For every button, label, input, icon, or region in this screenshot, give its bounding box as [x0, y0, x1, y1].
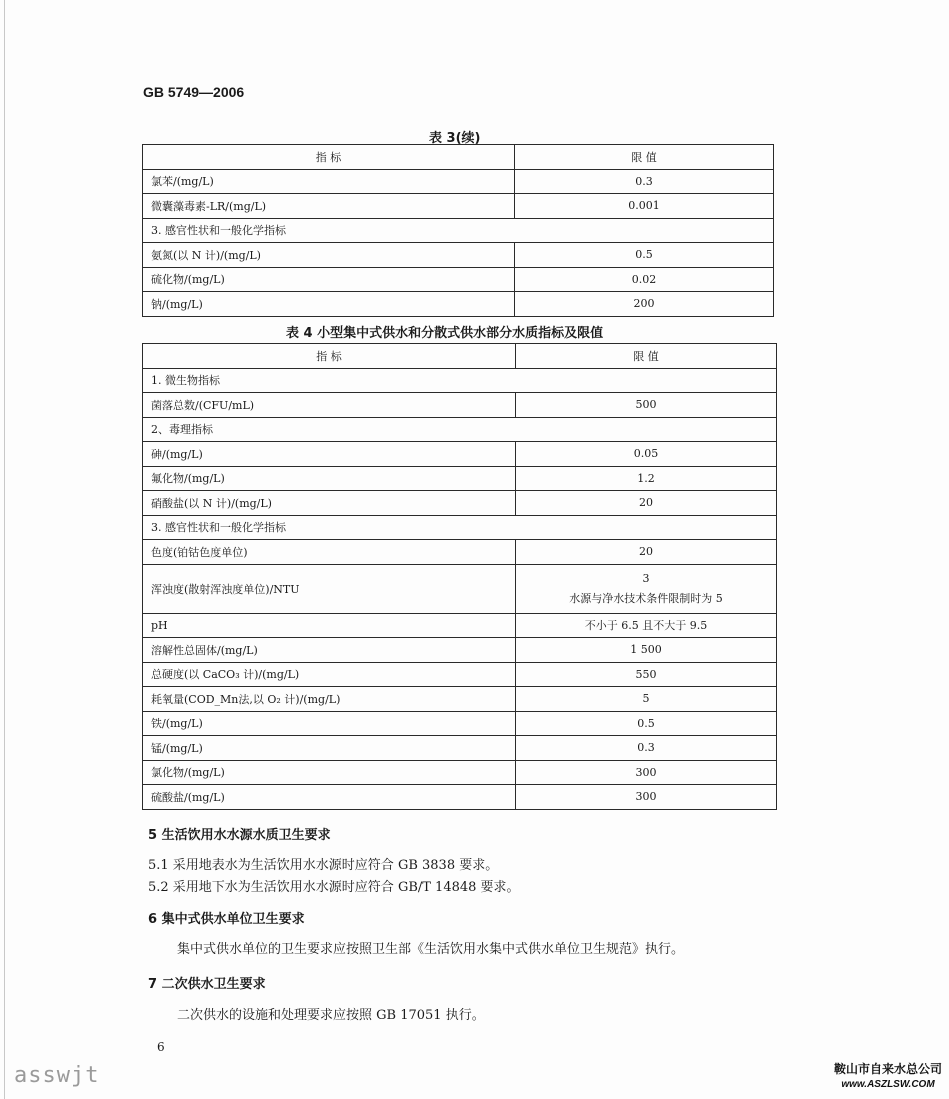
limit-cell: [516, 564, 777, 613]
table-section-row: [143, 515, 777, 540]
limit-cell: 20: [516, 540, 777, 565]
limit-cell: 300: [516, 760, 777, 785]
indicator-cell: 微囊藻毒素-LR/(mg/L): [143, 194, 515, 219]
company-stamp: [831, 1062, 945, 1092]
standard-number: GB 5749—2006: [143, 84, 245, 100]
table-row: [143, 466, 777, 491]
table-row: [143, 169, 774, 194]
table-row: [143, 194, 774, 219]
page-number: 6: [157, 1040, 165, 1054]
indicator-cell: 浑浊度(散射浑浊度单位)/NTU: [143, 564, 516, 613]
table-row: [143, 711, 777, 736]
limit-cell: 0.001: [515, 194, 774, 219]
indicator-cell: 硝酸盐(以 N 计)/(mg/L): [143, 491, 516, 516]
column-header-indicator: 指 标: [143, 145, 515, 170]
limit-cell: 0.02: [515, 267, 774, 292]
indicator-cell: 溶解性总固体/(mg/L): [143, 638, 516, 663]
table-row: [143, 243, 774, 268]
clause-5-1: 5.1 采用地表水为生活饮用水水源时应符合 GB 3838 要求。: [148, 858, 499, 873]
limit-value-note: 水源与净水技术条件限制时为 5: [569, 591, 723, 605]
table4-header-row: [143, 344, 777, 369]
section-label: 1. 微生物指标: [143, 368, 777, 393]
indicator-cell: 氨氮(以 N 计)/(mg/L): [143, 243, 515, 268]
limit-cell: 不小于 6.5 且不大于 9.5: [516, 613, 777, 638]
table-row: [143, 760, 777, 785]
table3-caption: 表 3(续): [429, 131, 481, 146]
column-header-limit: 限 值: [516, 344, 777, 369]
table-row: [143, 540, 777, 565]
indicator-cell: 氯化物/(mg/L): [143, 760, 516, 785]
table-row: [143, 292, 774, 317]
table4-caption: 表 4 小型集中式供水和分散式供水部分水质指标及限值: [286, 326, 604, 341]
limit-cell: 0.5: [515, 243, 774, 268]
limit-cell: 1 500: [516, 638, 777, 663]
section-7-body: 二次供水的设施和处理要求应按照 GB 17051 执行。: [177, 1008, 485, 1023]
section-label: 3. 感官性状和一般化学指标: [143, 218, 774, 243]
stamp-name: 鞍山市自来水总公司: [833, 1062, 942, 1076]
table-row: [143, 736, 777, 761]
section-7-heading: 7 二次供水卫生要求: [148, 977, 266, 992]
table-section-row: [143, 417, 777, 442]
indicator-cell: 锰/(mg/L): [143, 736, 516, 761]
indicator-cell: 总硬度(以 CaCO₃ 计)/(mg/L): [143, 662, 516, 687]
indicator-cell: 氯苯/(mg/L): [143, 169, 515, 194]
section-label: 2、毒理指标: [143, 417, 777, 442]
limit-cell: 0.05: [516, 442, 777, 467]
limit-cell: 550: [516, 662, 777, 687]
section-6-heading: 6 集中式供水单位卫生要求: [148, 912, 305, 927]
limit-cell: 200: [515, 292, 774, 317]
table-row: [143, 785, 777, 810]
indicator-cell: 铁/(mg/L): [143, 711, 516, 736]
indicator-cell: 菌落总数/(CFU/mL): [143, 393, 516, 418]
table4: [142, 343, 777, 810]
indicator-cell: 氟化物/(mg/L): [143, 466, 516, 491]
limit-cell: 0.5: [516, 711, 777, 736]
indicator-cell: 色度(铂钴色度单位): [143, 540, 516, 565]
indicator-cell: 硫化物/(mg/L): [143, 267, 515, 292]
limit-cell: 300: [516, 785, 777, 810]
section-6-body: 集中式供水单位的卫生要求应按照卫生部《生活饮用水集中式供水单位卫生规范》执行。: [177, 942, 685, 957]
limit-value: 3: [642, 571, 650, 585]
table-row: [143, 662, 777, 687]
section-5-heading: 5 生活饮用水水源水质卫生要求: [148, 828, 331, 843]
limit-cell: 0.3: [515, 169, 774, 194]
stamp-url: www.ASZLSW.COM: [841, 1079, 935, 1090]
table-row: [143, 687, 777, 712]
page-left-border: [4, 0, 5, 1099]
table-row: [143, 638, 777, 663]
table3-header-row: [143, 145, 774, 170]
limit-cell: 20: [516, 491, 777, 516]
table-row: [143, 491, 777, 516]
limit-cell: 1.2: [516, 466, 777, 491]
indicator-cell: 硫酸盐/(mg/L): [143, 785, 516, 810]
table-section-row: [143, 368, 777, 393]
table-row: [143, 267, 774, 292]
indicator-cell: 砷/(mg/L): [143, 442, 516, 467]
limit-cell: 5: [516, 687, 777, 712]
table-row: [143, 613, 777, 638]
indicator-cell: 钠/(mg/L): [143, 292, 515, 317]
section-label: 3. 感官性状和一般化学指标: [143, 515, 777, 540]
table-row: [143, 393, 777, 418]
table-section-row: [143, 218, 774, 243]
limit-cell: 500: [516, 393, 777, 418]
table-row: [143, 564, 777, 613]
indicator-cell: pH: [143, 613, 516, 638]
clause-5-2: 5.2 采用地下水为生活饮用水水源时应符合 GB/T 14848 要求。: [148, 880, 520, 895]
table-row: [143, 442, 777, 467]
watermark-text: asswjt: [14, 1063, 100, 1088]
table3: [142, 144, 774, 317]
column-header-indicator: 指 标: [143, 344, 516, 369]
limit-cell: 0.3: [516, 736, 777, 761]
indicator-cell: 耗氧量(COD_Mn法,以 O₂ 计)/(mg/L): [143, 687, 516, 712]
column-header-limit: 限 值: [515, 145, 774, 170]
